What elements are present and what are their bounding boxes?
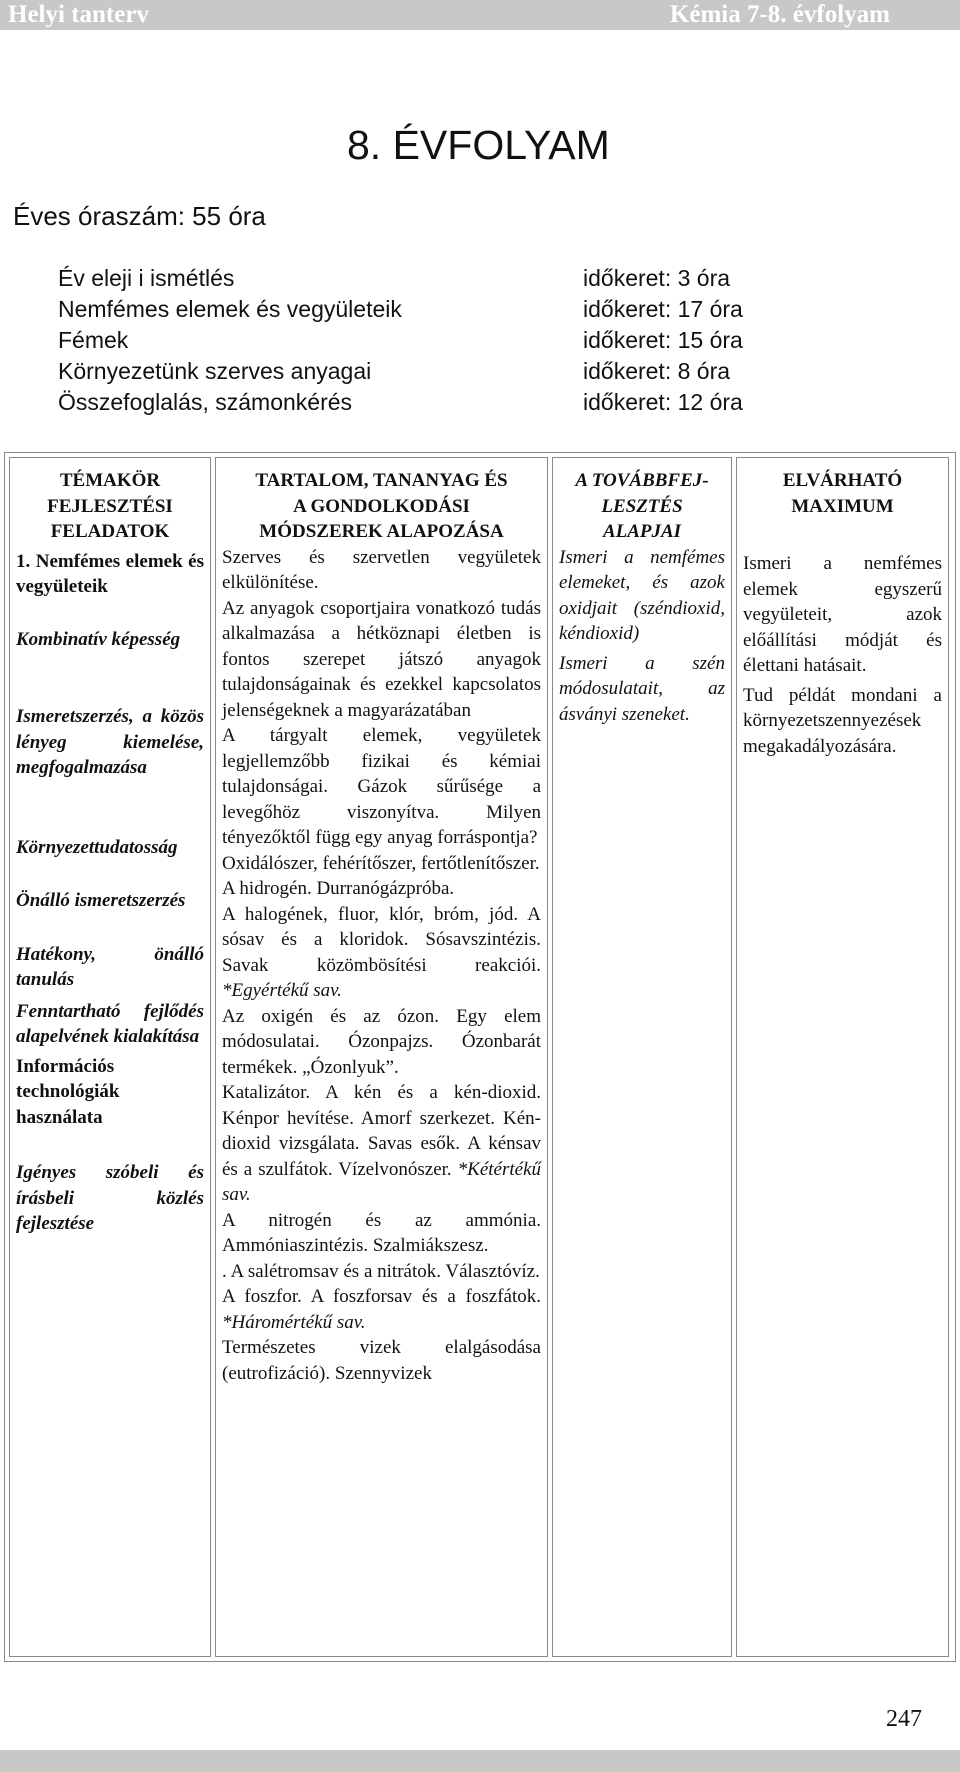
footer-bar	[0, 1750, 960, 1772]
skill-item: Ismeretszerzés, a közös lényeg kiemelése, megfogalmazása	[16, 706, 204, 778]
skill-item: Önálló ismeretszerzés	[16, 890, 186, 911]
column-content	[215, 457, 548, 1657]
col2-header-line: MÓDSZEREK ALAPOZÁSA	[259, 521, 504, 542]
topic-time: időkeret: 12 óra	[583, 389, 743, 415]
content-paragraph	[222, 1284, 541, 1335]
col3-header-line: A TOVÁBBFEJ-	[575, 470, 709, 491]
header-left-title: Helyi tanterv	[8, 1, 149, 28]
col1-header	[16, 468, 204, 545]
content-paragraph: A hidrogén. Durranógázpróba.	[222, 878, 455, 899]
content-text: Katalizátor. A kén és a kén-dioxid. Kénpor hevítése. Amorf szerkezet. Kén-dioxid vizsgálata. Savas esők. A kénsav és a szulfátok. Vízelvonószer.	[222, 1082, 541, 1180]
skill-item: Környezettudatosság	[16, 836, 178, 858]
content-paragraph	[222, 902, 541, 1004]
column-expected-max	[736, 457, 949, 1657]
col4-header-line: ELVÁRHATÓ	[782, 470, 903, 491]
topic-name: Fémek	[58, 327, 129, 353]
col2-header-line: A GONDOLKODÁSI	[293, 495, 470, 517]
content-paragraph: Szerves és szervetlen vegyületek elkülönítése.	[222, 546, 541, 593]
topic-row	[58, 296, 918, 327]
col2-header	[222, 468, 541, 545]
content-text: A foszfor. A foszforsav és a foszfátok.	[222, 1286, 541, 1307]
skill-item: Fenntartható fejlődés alapelvének kialakítása	[16, 1000, 204, 1047]
topic-name: Nemfémes elemek és vegyületeik	[58, 296, 402, 322]
content-paragraph: Az anyagok csoportjaira vonatkozó tudás alkalmazása a hétköznapi életben is fontos szerepet játszó anyagok tulajdonságainak és ezekkel kapcsolatos jelenségeknek a magyarázatában	[222, 597, 541, 721]
content-paragraph: Az oxigén és az ózon. Egy elem módosulatai. Ózonpajzs. Ózonbarát termékek. „Ózonlyuk”.	[222, 1005, 541, 1078]
content-paragraph: A nitrogén és az ammónia. Ammóniaszintézis. Szalmiákszesz.	[222, 1209, 541, 1256]
content-paragraph: Oxidálószer, fehérítőszer, fertőtlenítőszer.	[222, 852, 540, 874]
topic-row	[58, 265, 918, 296]
topic-time: időkeret: 3 óra	[583, 265, 731, 291]
content-paragraph: Természetes vizek elalgásodása (eutrofizáció). Szennyvizek	[222, 1337, 541, 1384]
topic-time: időkeret: 15 óra	[583, 327, 743, 353]
skill-item: Igényes szóbeli és írásbeli közlés fejlesztése	[16, 1162, 204, 1234]
topic-time: időkeret: 8 óra	[583, 358, 731, 384]
foundation-paragraph: Ismeri a nemfémes elemeket, és azok oxidjait (széndioxid, kéndioxid)	[559, 546, 725, 644]
skill-item: Információs technológiák használata	[16, 1055, 120, 1128]
column-foundations	[552, 457, 732, 1657]
skill-item: Hatékony, önálló tanulás	[16, 943, 204, 990]
page-number: 247	[886, 1706, 922, 1732]
topic-row	[58, 327, 918, 358]
header-right-title: Kémia 7-8. évfolyam	[669, 1, 890, 28]
foundation-paragraph: Ismeri a szén módosulatait, az ásványi szeneket.	[559, 652, 725, 725]
content-paragraph: . A salétromsav és a nitrátok. Választóvíz.	[222, 1260, 540, 1282]
topic-heading: 1. Nemfémes elemek és vegyületeik	[16, 550, 204, 597]
col1-header-line: TÉMAKÖR	[59, 470, 161, 491]
col1-header-line: FEJLESZTÉSI	[47, 495, 173, 517]
expectation-paragraph: Tud példát mondani a környezetszennyezések megakadályozására.	[743, 684, 942, 757]
expectation-paragraph: Ismeri a nemfémes elemek egyszerű vegyületeit, azok előállítási módját és élettani hatásait.	[743, 553, 942, 676]
content-note: *Háromértékű sav.	[222, 1311, 366, 1333]
content-note: *Egyértékű sav.	[222, 980, 342, 1001]
skill-item: Kombinatív képesség	[16, 628, 181, 650]
topic-time: időkeret: 17 óra	[583, 296, 743, 322]
annual-hours: Éves óraszám: 55 óra	[13, 201, 266, 231]
topic-row	[58, 389, 918, 420]
col3-header-line: LESZTÉS	[601, 495, 683, 517]
col1-header-line: FELADATOK	[50, 521, 170, 542]
topic-name: Év eleji i ismétlés	[58, 265, 235, 291]
column-topic-skills	[9, 457, 211, 1657]
content-paragraph	[222, 1080, 541, 1208]
running-header	[0, 0, 960, 30]
col2-header-line: TARTALOM, TANANYAG ÉS	[255, 470, 508, 491]
page-title: 8. ÉVFOLYAM	[347, 122, 610, 168]
col4-header	[743, 468, 942, 519]
curriculum-table	[4, 452, 956, 1662]
topic-name: Környezetünk szerves anyagai	[58, 358, 372, 384]
topic-name: Összefoglalás, számonkérés	[58, 389, 353, 415]
content-paragraph: A tárgyalt elemek, vegyületek legjellemzőbb fizikai és kémiai tulajdonságai. Gázok sűrűsége a levegőhöz viszonyítva. Milyen tényezőktől függ egy anyag forráspontja?	[222, 725, 541, 848]
content-text: A halogének, fluor, klór, bróm, jód. A sósav és a kloridok. Sósavszintézis. Savak közömbösítési reakciói.	[222, 903, 541, 976]
col4-header-line: MAXIMUM	[791, 495, 894, 517]
topic-row	[58, 358, 918, 389]
topic-list	[58, 265, 918, 420]
col3-header-line: ALAPJAI	[602, 521, 682, 542]
col3-header	[559, 468, 725, 545]
content-note: *Kétértékű sav.	[222, 1158, 541, 1205]
